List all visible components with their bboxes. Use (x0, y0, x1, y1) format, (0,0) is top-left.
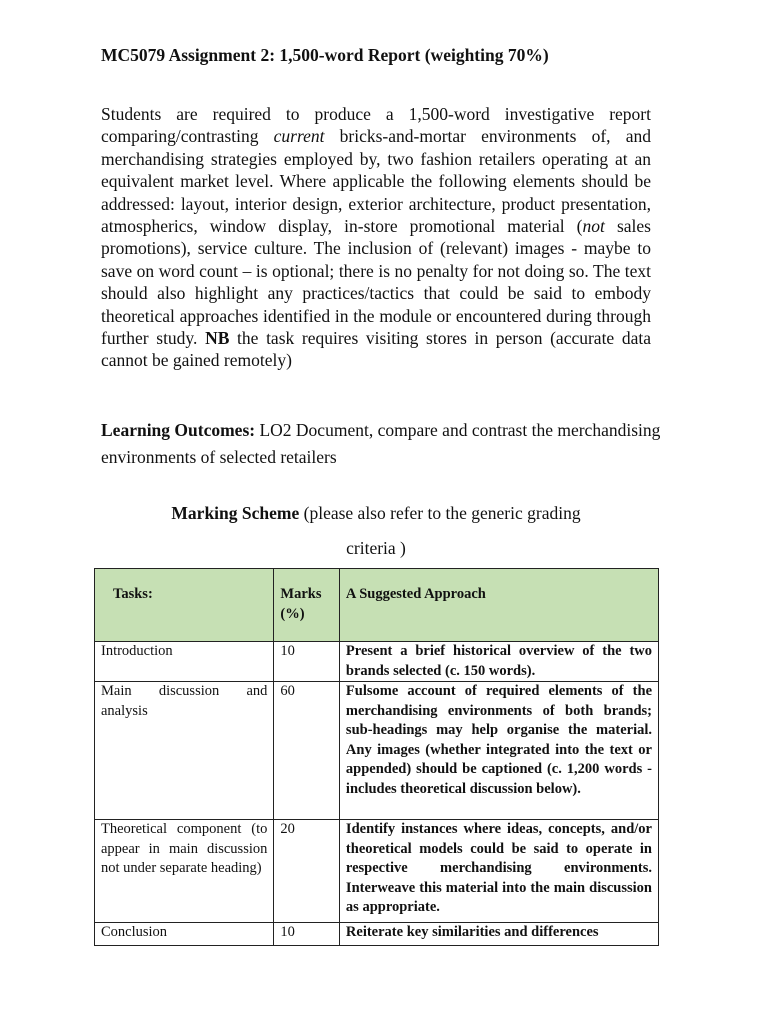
marks-cell: 60 (274, 682, 340, 820)
task-cell: Introduction (95, 642, 274, 682)
learning-outcomes-text: LO2 Document, compare and contrast the merchandising environments of selected retailers (101, 420, 661, 467)
marking-scheme-table (94, 568, 659, 946)
marking-scheme-note: (please also refer to the generic grading (299, 503, 581, 523)
description-emphasis: current (273, 126, 325, 147)
nota-bene: NB (205, 328, 230, 349)
marking-scheme-heading (95, 502, 657, 524)
approach-cell: Identify instances where ideas, concepts, and/or theoretical models could be said to operate in respective merchandising environments. Interweave this material into the main discussion as appropriate. (339, 820, 658, 923)
learning-outcomes (101, 417, 661, 471)
assignment-title: MC5079 Assignment 2: 1,500-word Report (weighting 70%) (101, 45, 549, 65)
approach-cell: Reiterate key similarities and differences (339, 923, 658, 946)
description-emphasis: not (582, 216, 605, 237)
marks-cell: 10 (274, 642, 340, 682)
description-text: Students are required to produce a 1,500-word investigative report comparing/contrasting (101, 104, 651, 147)
marks-cell: 20 (274, 820, 340, 923)
task-cell: Theoretical component (to appear in main discussion not under separate heading) (95, 820, 274, 923)
marking-scheme-note-continued: criteria ) (346, 538, 406, 558)
assignment-description (101, 103, 651, 372)
task-cell: Main discussion and analysis (95, 682, 274, 820)
header-tasks: Tasks: (95, 569, 274, 642)
header-marks: Marks (%) (274, 569, 340, 642)
description-text: sales promotions), service culture. The inclusion of (relevant) images - maybe to save on word count – is optional; there is no penalty for not doing so. The text should also highlight any practices/tactics that could be said to embody theoretical approaches identified in the module or encountered during through further study. (101, 216, 651, 349)
header-approach: A Suggested Approach (339, 569, 658, 642)
task-cell: Conclusion (95, 923, 274, 946)
description-text: bricks-and-mortar environments of, and merchandising strategies employed by, two fashion retailers operating at an equivalent market level. Where applicable the following elements should be addressed: layout, interior design, exterior architecture, product presentation, atmospherics, window display, in-store promotional material ( (101, 126, 651, 237)
marking-scheme-label: Marking Scheme (171, 503, 300, 523)
learning-outcomes-label: Learning Outcomes: (101, 420, 256, 440)
table-row (95, 642, 659, 682)
table-row (95, 923, 659, 946)
approach-cell: Fulsome account of required elements of the merchandising environments of both brands; sub-headings may help organise the material. Any images (whether integrated into the text or appended) should be captioned (c. 1,200 words - includes theoretical discussion below). (339, 682, 658, 820)
table-row (95, 682, 659, 820)
marks-cell: 10 (274, 923, 340, 946)
approach-cell: Present a brief historical overview of the two brands selected (c. 150 words). (339, 642, 658, 682)
description-text: the task requires visiting stores in person (accurate data cannot be gained remotely) (101, 328, 651, 371)
table-row (95, 820, 659, 923)
table-header-row (95, 569, 659, 642)
